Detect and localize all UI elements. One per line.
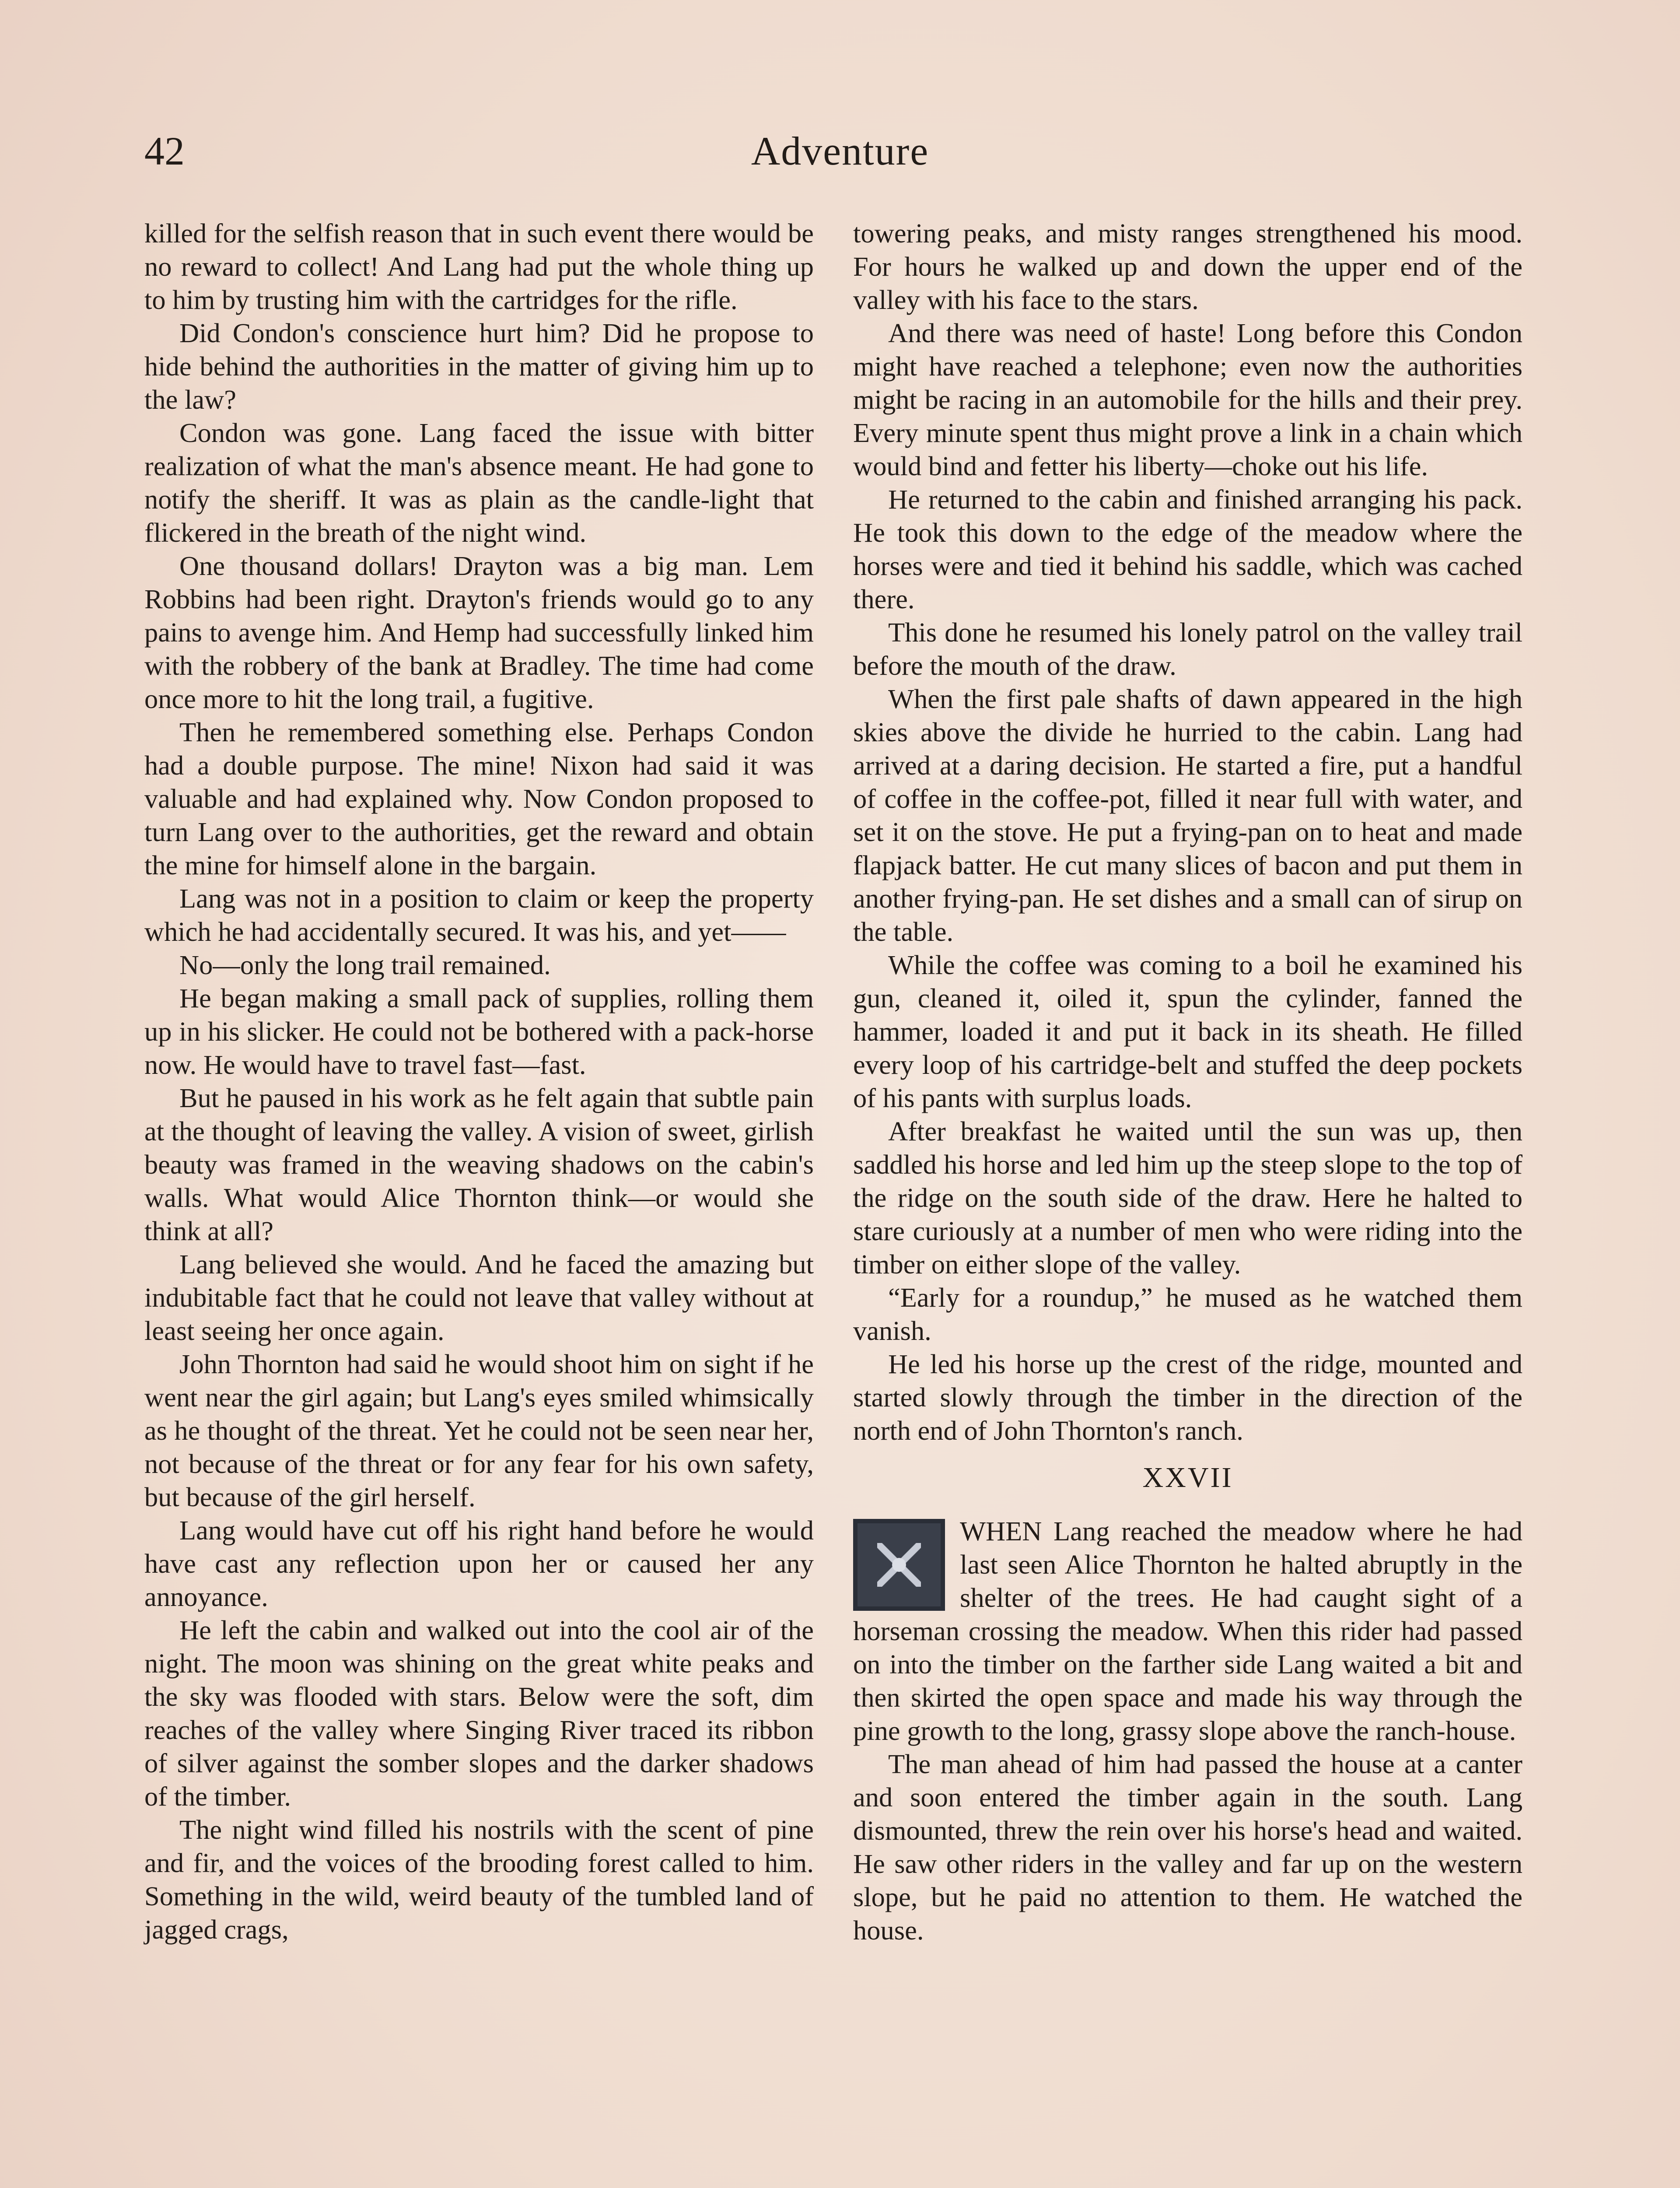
paragraph: He began making a small pack of supplies, rolling them up in his slicker. He could not be bothered with a pack-horse now. He would have to travel fast—fast. xyxy=(144,983,814,1080)
paragraph: But he paused in his work as he felt again that subtle pain at the thought of leaving the valley. A vision of sweet, girlish beauty was framed in the weaving shadows on the cabin's walls. What would Alice Thornton think—or would she think at all? xyxy=(144,1083,814,1246)
paragraph: He left the cabin and walked out into the cool air of the night. The moon was shining on the great white peaks and the sky was flooded with stars. Below were the soft, dim reaches of the valley where Singing River traced its ribbon of silver against the somber slopes and the darker shadows of the timber. xyxy=(144,1615,814,1812)
page-number: 42 xyxy=(144,129,185,173)
paragraph: The night wind filled his nostrils with the scent of pine and fir, and the voices of the brooding forest called to him. Something in the wild, weird beauty of the tumbled land of jagged crags, xyxy=(144,1814,814,1945)
paragraph: After breakfast he waited until the sun was up, then saddled his horse and led him up the steep slope to the top of the ridge on the south side of the draw. Here he halted to stare curiously at a number of men who were riding into the timber on either slope of the valley. xyxy=(853,1116,1522,1280)
paragraph: John Thornton had said he would shoot him on sight if he went near the girl again; but Lang's eyes smiled whimsically as he thought of the threat. Yet he could not be seen near her, not because of the threat or for any fear for his own safety, but because of the girl herself. xyxy=(144,1349,814,1512)
paragraph: Condon was gone. Lang faced the issue with bitter realization of what the man's absence meant. He had gone to notify the sheriff. It was as plain as the candle-light that flickered in the breath of the night wind. xyxy=(144,417,814,548)
paragraph: When the first pale shafts of dawn appeared in the high skies above the divide he hurried to the cabin. Lang had arrived at a daring decision. He started a fire, put a handful of coffee in the coffee-pot, filled it near full with water, and set it on the stove. He put a frying-pan on to heat and made flapjack batter. He cut many slices of bacon and put them in another frying-pan. He set dishes and a small can of sirup on the table. xyxy=(853,684,1522,947)
paragraph: And there was need of haste! Long before this Condon might have reached a telephone; even now the authorities might be racing in an automobile for the hills and their prey. Every minute spent thus might prove a link in a chain which would bind and fetter his liberty—choke out his life. xyxy=(853,318,1522,481)
paragraph: While the coffee was coming to a boil he examined his gun, cleaned it, oiled it, spun the cylinder, fanned the hammer, loaded it and put it back in its sheath. He filled every loop of his cartridge-belt and stuffed the deep pockets of his pants with surplus loads. xyxy=(853,950,1522,1113)
paragraph-text: WHEN Lang reached the meadow where he had last seen Alice Thornton he halted abruptly in the shelter of the trees. He had caught sight of a horseman crossing the meadow. When this rider had passed on into the timber on the farther side Lang waited a bit and then skirted the open space and made his way through the pine growth to the long, grassy slope above the ranch-house. xyxy=(853,1516,1522,1746)
chapter-opening-paragraph xyxy=(853,1515,1522,1747)
paragraph: killed for the selfish reason that in such event there would be no reward to collect! And Lang had put the whole thing up to him by trusting him with the cartridges for the rifle. xyxy=(144,218,814,315)
ornament-icon xyxy=(853,1519,945,1611)
paragraph: Lang would have cut off his right hand before he would have cast any reflection upon her or caused her any annoyance. xyxy=(144,1515,814,1612)
paragraph: Then he remembered something else. Perhaps Condon had a double purpose. The mine! Nixon had said it was valuable and had explained why. Now Condon proposed to turn Lang over to the authorities, get the reward and obtain the mine for himself alone in the bargain. xyxy=(144,717,814,880)
paragraph: Lang was not in a position to claim or keep the property which he had accidentally secured. It was his, and yet—— xyxy=(144,883,814,947)
ornament-cross-icon xyxy=(877,1543,921,1587)
paragraph: One thousand dollars! Drayton was a big man. Lem Robbins had been right. Drayton's friends would go to any pains to avenge him. And Hemp had successfully linked him with the robbery of the bank at Bradley. The time had come once more to hit the long trail, a fugitive. xyxy=(144,551,814,714)
paragraph: “Early for a roundup,” he mused as he watched them vanish. xyxy=(853,1282,1522,1346)
paragraph: The man ahead of him had passed the house at a canter and soon entered the timber again in the south. Lang dismounted, threw the rein over his horse's head and waited. He saw other riders in the valley and far up on the western slope, but he paid no attention to them. He watched the house. xyxy=(853,1749,1522,1946)
running-head: Adventure xyxy=(751,129,929,173)
left-column xyxy=(144,217,814,1946)
paragraph: He led his horse up the crest of the ridge, mounted and started slowly through the timber in the direction of the north end of John Thornton's ranch. xyxy=(853,1349,1522,1446)
page-header xyxy=(144,125,1536,182)
paragraph: towering peaks, and misty ranges strengthened his mood. For hours he walked up and down the upper end of the valley with his face to the stars. xyxy=(853,218,1522,315)
chapter-heading: XXVII xyxy=(1142,1462,1233,1494)
paragraph: No—only the long trail remained. xyxy=(179,950,551,980)
right-column xyxy=(853,217,1522,1947)
paragraph: He returned to the cabin and finished arranging his pack. He took this down to the edge of the meadow where the horses were and tied it behind his saddle, which was cached there. xyxy=(853,484,1522,614)
paragraph: This done he resumed his lonely patrol on the valley trail before the mouth of the draw. xyxy=(853,617,1522,681)
paragraph: Lang believed she would. And he faced the amazing but indubitable fact that he could not leave that valley without at least seeing her once again. xyxy=(144,1249,814,1346)
paragraph: Did Condon's conscience hurt him? Did he propose to hide behind the authorities in the matter of giving him up to the law? xyxy=(144,318,814,415)
